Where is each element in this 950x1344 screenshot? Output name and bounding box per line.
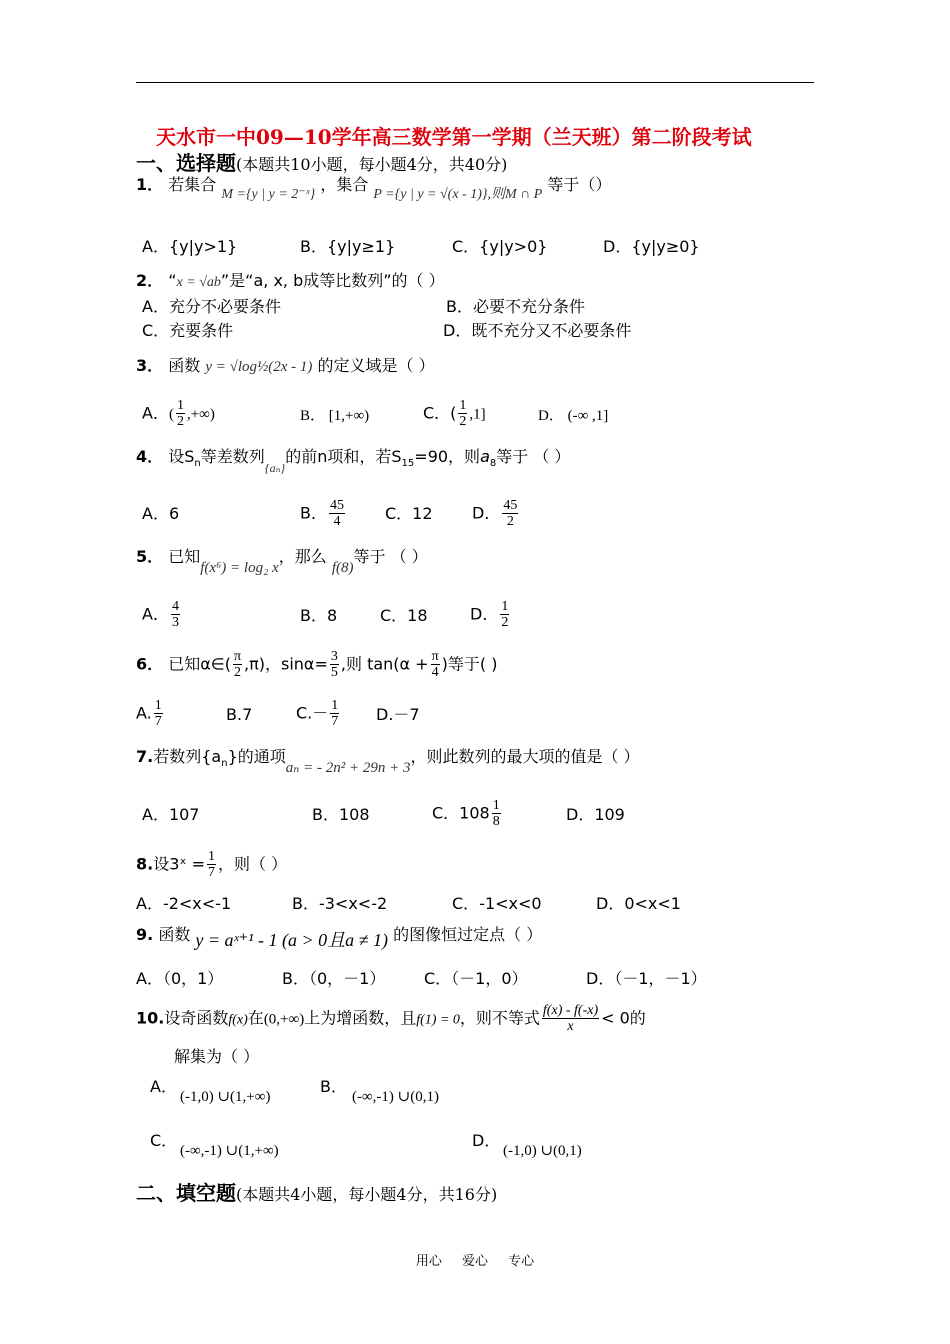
numerator: 1 [501,599,509,614]
option-d [470,599,511,631]
option-a: A．107 [142,805,200,824]
question-4 [136,447,571,475]
question-text: < 0的 [601,1008,646,1028]
question-text: 设奇函数 [164,1008,229,1028]
option-b: B．108 [312,805,370,824]
math-expression: f(x) [228,1012,248,1028]
denominator: x [567,1019,574,1035]
option-c: C．18 [380,606,428,625]
denominator: 4 [333,514,341,530]
denominator: 2 [506,514,514,530]
option-d: D．109 [566,805,625,824]
question-text: ，则（ ） [218,854,288,874]
section-1-heading [136,152,507,175]
question-text: 已知 [168,547,201,566]
option-a: A．{y|y>1} [142,237,238,256]
denominator: 8 [492,814,500,830]
section-2-heading [136,1182,497,1205]
question-text: 等于 （ ） [353,547,428,566]
fraction [431,649,440,681]
header-rule [136,82,814,83]
question-text: 已知α∈( [168,654,231,674]
denominator: 3 [171,615,179,631]
option-d: D． (-∞ ,1] [538,408,609,424]
math-expression: (0,+∞) [263,1011,305,1028]
fraction [458,398,467,430]
question-text: 若数列{a [153,747,222,766]
option-b: (-∞,-1) ∪(0,1) [352,1089,439,1105]
fraction [207,849,216,881]
numerator: 1 [492,798,500,813]
question-text: 等差数列 [200,447,265,466]
question-number: 5． [136,547,164,566]
question-number: 8. [136,854,154,874]
question-text: ，则不等式 [459,1008,540,1028]
option-b: B． [1,+∞) [300,408,370,424]
option-c: C．-1<x<0 [452,894,542,913]
question-text: ，集合 [320,175,369,194]
question-text: 函数 [158,925,191,944]
question-number: 9. [136,925,154,944]
subscript: n [221,758,228,770]
fraction [492,798,501,830]
denominator: 2 [459,414,467,430]
fraction [154,698,163,730]
denominator: 2 [176,414,184,430]
question-10 [136,1003,646,1035]
fraction [233,649,242,681]
fraction [502,498,518,530]
denominator: 7 [154,714,162,730]
numerator: 1 [176,398,184,413]
question-number: 6． [136,654,164,674]
option-a [136,698,165,730]
question-text: 设3ˣ = [153,854,205,874]
question-text: “ [168,271,177,290]
numerator: 45 [503,498,518,513]
option-c-label: C． [150,1131,178,1150]
section-1-note: (本题共10小题，每小题4分，共40分) [236,155,508,174]
question-text: 等于 （ ） [496,447,571,466]
option-a [142,599,182,631]
question-text: 上为增函数，且 [304,1008,417,1028]
numerator: f(x) - f(-x) [542,1003,599,1018]
option-d [472,498,520,530]
option-c: C．{y|y>0} [452,237,548,256]
option-b: B．必要不充分条件 [446,297,585,316]
option-d: D．既不充分又不必要条件 [443,321,632,340]
question-text: ,π)，sinα= [244,654,328,674]
fraction [330,649,339,681]
option-b: B．{y|y≥1} [300,237,396,256]
option-b: B．（0，－1） [282,969,386,988]
option-c [423,398,486,430]
question-number: 7. [136,747,154,766]
math-expression: {aₙ} [264,461,286,475]
option-b-label: B． [320,1077,347,1096]
question-text: ，则此数列的最大项的值是（ ） [410,747,640,766]
question-1 [136,175,612,202]
question-text: 在 [247,1008,264,1028]
option-label: D． [470,604,499,624]
option-c: C．（－1，0） [424,969,528,988]
denominator: 5 [330,665,338,681]
math-text: ,1] [469,406,486,423]
denominator: 2 [501,615,509,631]
math-expression: y = aˣ⁺¹ - 1 (a > 0且a ≠ 1) [195,930,389,950]
denominator: 2 [234,665,241,681]
option-label: A． [142,403,169,423]
option-a-label: A． [150,1077,177,1096]
question-3 [136,357,435,376]
section-2-note: (本题共4小题，每小题4分，共16分) [236,1185,498,1204]
numerator: 3 [330,649,338,664]
numerator: π [431,649,439,664]
question-number: 10. [136,1008,165,1028]
option-c: C．充要条件 [142,321,234,340]
option-c: C．12 [385,504,433,523]
question-text: 若集合 [168,175,217,194]
option-a: A．-2<x<-1 [136,894,232,913]
question-text: ，那么 [278,547,327,566]
exam-title: 天水市一中09—10学年高三数学第一学期（兰天班）第二阶段考试 [156,125,752,149]
question-text: 的图像恒过定点（ ） [393,925,543,944]
question-text: }的通项 [227,747,286,766]
option-d: D.－7 [376,705,420,724]
option-a: A．（0，1） [136,969,224,988]
math-expression: f(1) = 0 [416,1012,460,1028]
question-text: 解集为（ ） [174,1047,260,1066]
denominator: 7 [208,865,215,881]
question-text: ,则 tan(α + [340,654,429,674]
fraction [171,599,180,631]
option-c [296,698,341,730]
math-text: ( [168,406,174,423]
question-text: 函数 [168,356,201,375]
question-text: 等于（） [547,175,612,194]
option-a: A．充分不必要条件 [142,297,281,316]
question-2 [136,272,445,291]
option-label: D． [472,503,501,523]
math-expression: P ={y | y = √(x - 1)},则M ∩ P [373,187,543,202]
math-expression: M ={y | y = 2⁻ˣ} [221,187,316,202]
page-footer: 用心 爱心 专心 [415,1254,535,1269]
numerator: 4 [171,599,179,614]
section-1-label: 一、选择题 [136,151,236,175]
numerator: 1 [208,849,215,864]
numerator: 1 [459,398,467,413]
math-expression: f(x⁶) = log₂ x [200,560,279,576]
subscript: 8 [489,458,497,470]
fraction [542,1003,599,1035]
question-number: 1． [136,175,164,194]
option-label: C.－ [296,703,329,723]
denominator: 7 [331,714,339,730]
option-a [142,398,215,430]
option-label: B． [300,503,327,523]
question-number: 4． [136,447,164,466]
option-b [300,498,347,530]
option-d: (-1,0) ∪(0,1) [503,1143,582,1159]
math-expression: x = √ab [176,275,221,290]
section-2-label: 二、填空题 [136,1181,236,1205]
question-5 [136,547,428,576]
math-text: ,+∞) [186,406,215,423]
numerator: π [233,649,242,664]
math-var: a [480,447,490,466]
fraction [330,698,339,730]
question-text: 设S [168,447,195,466]
question-number: 2． [136,271,164,290]
option-d: D．{y|y≥0} [603,237,700,256]
option-c: (-∞,-1) ∪(1,+∞) [180,1143,279,1159]
question-text: 的定义域是（ ） [317,356,435,375]
fraction [176,398,185,430]
question-text: ”是“a, x, b成等比数列”的（ ） [220,271,445,290]
question-6 [136,649,497,681]
option-label: C．( [423,403,457,423]
option-label: A. [136,703,152,723]
math-expression: y = √log½(2x - 1) [205,359,313,375]
option-a: A．6 [142,504,180,523]
option-label: A． [142,604,169,624]
option-a: (-1,0) ∪(1,+∞) [180,1089,271,1105]
subscript: 15 [401,458,415,470]
option-b: B．-3<x<-2 [292,894,388,913]
question-text: 的前n项和，若S [285,447,402,466]
question-text: )等于( ) [441,654,498,674]
question-7 [136,747,640,776]
option-c [432,798,503,830]
option-d-label: D． [472,1131,501,1150]
numerator: 1 [154,698,162,713]
option-b: B.7 [226,705,253,724]
option-d: D．0<x<1 [596,894,681,913]
option-d: D．（－1，－1） [586,969,707,988]
numerator: 45 [329,498,344,513]
denominator: 4 [431,665,439,681]
question-8 [136,849,287,881]
math-expression: aₙ = - 2n² + 29n + 3 [285,760,411,776]
question-9 [136,924,543,950]
option-b: B．8 [300,606,338,625]
math-expression: f(8) [331,560,354,576]
numerator: 1 [331,698,339,713]
fraction [500,599,509,631]
subscript: n [194,458,201,470]
option-label: C．108 [432,803,490,823]
question-number: 3． [136,356,164,375]
fraction [329,498,345,530]
question-text: =90，则 [414,447,481,466]
